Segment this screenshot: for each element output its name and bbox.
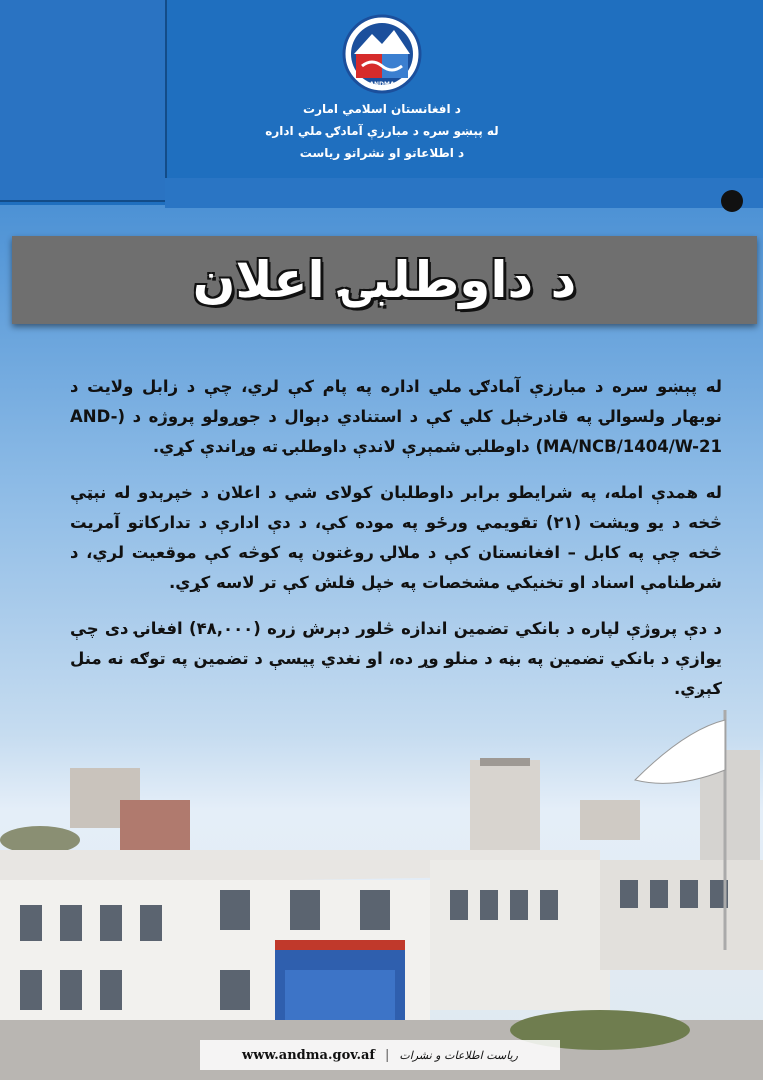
- paragraph-1: له پېښو سره د مبارزې آمادګۍ ملي اداره په پام کې لري، چې د زابل ولایت د نوبهار ولسوالۍ په قادرخېل کلي کې د استنادي دېوال د جوړولو پروژه د (AND-MA/NCB/1404/W-21) داوطلبۍ شمېرې لاندې داوطلبۍ ته وړاندې کړي.: [70, 377, 722, 456]
- header-strip: [165, 178, 763, 208]
- org-line-2: له پېښو سره د مبارزې آمادګۍ ملي اداره: [265, 124, 499, 138]
- title-bar: [12, 236, 757, 324]
- logo-text: ANDMA: [369, 81, 395, 88]
- website-link[interactable]: www.andma.gov.af: [242, 1047, 376, 1063]
- org-line-1: د افغانستان اسلامي امارت: [303, 102, 461, 116]
- department-name: ریاست اطلاعات و نشرات: [399, 1048, 518, 1062]
- paragraph-3: د دې پروژې لپاره د بانکي تضمین اندازه څلور دېرش زره (۴۸,۰۰۰) افغانۍ دی چې یوازې د بانکي تضمین په بڼه د منلو وړ ده، او نغدي پیسې د تضمین په توګه نه منل کېږي.: [70, 619, 723, 698]
- andma-logo-icon: [342, 14, 422, 94]
- footer-separator: |: [385, 1047, 390, 1063]
- paragraph-2: له همدې امله، په شرایطو برابر داوطلبان کولای شي د اعلان د خپرېدو له نېټې څخه د یو ویشت (۲۱) تقویمي ورځو په موده کې، د دې ادارې د تدارکاتو آمریت څخه چې په کابل – افغانستان کې د ملالۍ روغتون په کوڅه کې موقعیت لري، د شرطنامې اسناد او تخنیکي مشخصات په خپل فلش کې تر لاسه کړي.: [70, 483, 722, 592]
- office-building-photo: [0, 700, 763, 1080]
- page-title: د داوطلبۍ اعلان: [192, 251, 577, 309]
- decorative-dot: [721, 190, 743, 212]
- organization-name: [230, 98, 534, 164]
- footer-bar: [200, 1040, 560, 1070]
- announcement-body: [70, 372, 722, 720]
- org-line-3: د اطلاعاتو او نشراتو رياست: [299, 146, 465, 160]
- header-corner-block: [0, 0, 167, 202]
